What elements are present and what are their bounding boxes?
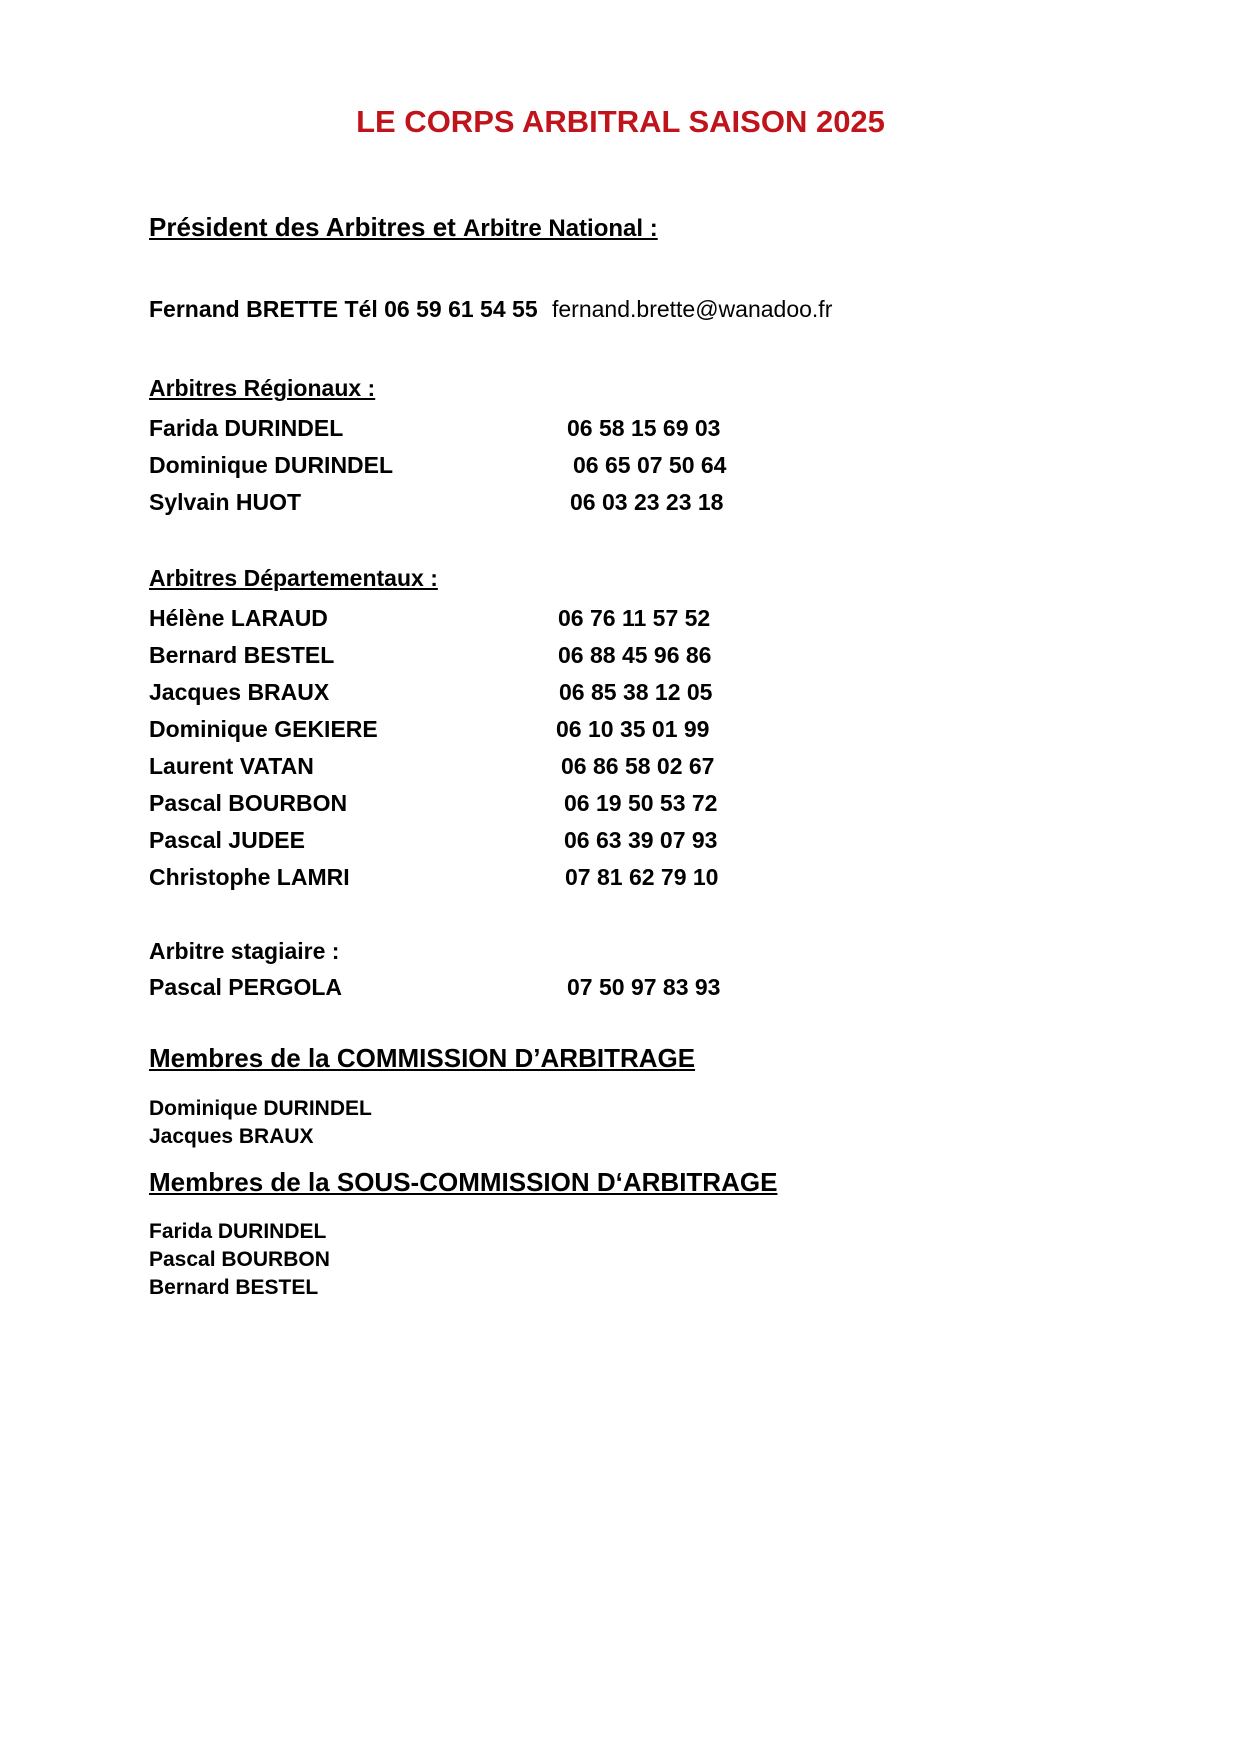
list-item [149,415,721,442]
referee-phone: 06 63 39 07 93 [564,827,718,853]
referee-phone: 06 65 07 50 64 [573,452,727,478]
referee-phone: 07 50 97 83 93 [567,974,721,1000]
referee-phone: 06 03 23 23 18 [570,489,724,515]
departementaux-heading: Arbitres Départementaux : [149,565,438,591]
list-item [149,452,727,479]
list-item [149,716,710,743]
president-line [149,296,832,323]
referee-phone: 06 58 15 69 03 [567,415,721,441]
referee-name: Pascal JUDEE [149,827,305,853]
referee-phone: 07 81 62 79 10 [565,864,719,890]
president-email[interactable]: fernand.brette@wanadoo.fr [552,296,833,322]
referee-name: Farida DURINDEL [149,415,344,441]
referee-phone: 06 86 58 02 67 [561,753,715,779]
referee-phone: 06 10 35 01 99 [556,716,710,742]
referee-phone: 06 85 38 12 05 [559,679,713,705]
commission-member: Jacques BRAUX [149,1125,314,1148]
regionaux-heading: Arbitres Régionaux : [149,375,376,401]
list-item [149,753,715,780]
sous-commission-heading: Membres de la SOUS-COMMISSION D‘ARBITRAGE [149,1167,778,1197]
list-item [149,974,721,1001]
commission-heading: Membres de la COMMISSION D’ARBITRAGE [149,1043,696,1073]
referee-name: Jacques BRAUX [149,679,330,705]
referee-name: Sylvain HUOT [149,489,302,515]
referee-phone: 06 76 11 57 52 [558,605,711,631]
sous-commission-member: Bernard BESTEL [149,1276,319,1299]
list-item [149,642,712,669]
list-item [149,864,719,891]
page-title: LE CORPS ARBITRAL SAISON 2025 [356,104,885,139]
president-heading [149,212,658,243]
commission-member: Dominique DURINDEL [149,1097,372,1120]
referee-name: Pascal BOURBON [149,790,348,816]
referee-name: Bernard BESTEL [149,642,335,668]
referee-name: Dominique GEKIERE [149,716,378,742]
president-heading-part1: Président des Arbitres et [149,212,464,242]
list-item [149,679,713,706]
list-item [149,827,718,854]
referee-phone: 06 88 45 96 86 [558,642,712,668]
referee-name: Christophe LAMRI [149,864,350,890]
list-item [149,790,718,817]
referee-name: Hélène LARAUD [149,605,328,631]
list-item [149,489,724,516]
referee-phone: 06 19 50 53 72 [564,790,718,816]
sous-commission-member: Farida DURINDEL [149,1220,327,1243]
referee-name: Laurent VATAN [149,753,314,779]
sous-commission-member: Pascal BOURBON [149,1248,330,1271]
referee-name: Dominique DURINDEL [149,452,394,478]
list-item [149,605,711,632]
president-heading-part2: Arbitre National : [463,215,658,242]
president-name-phone: Fernand BRETTE Tél 06 59 61 54 55 [149,296,538,322]
stagiaire-heading: Arbitre stagiaire : [149,938,340,964]
referee-name: Pascal PERGOLA [149,974,343,1000]
